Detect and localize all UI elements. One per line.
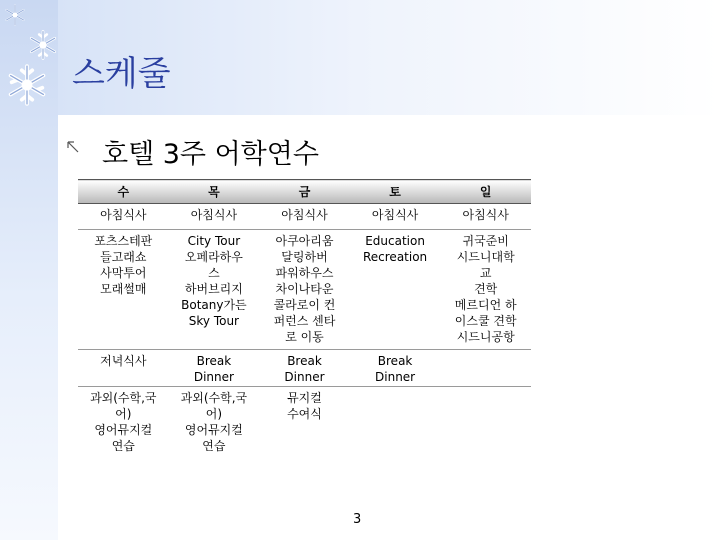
header-day-thu: 목 xyxy=(169,180,260,204)
table-row xyxy=(78,204,531,230)
header-day-sun: 일 xyxy=(440,180,531,204)
table-row xyxy=(78,350,531,387)
table-cell: 귀국준비 시드니대학 교 견학 메르디언 하 이스쿨 견학 시드니공항 xyxy=(440,230,531,350)
snowflake-icon xyxy=(6,64,48,106)
table-cell: 뮤지컬 수여식 xyxy=(287,391,322,421)
table-cell: 포츠스테판 들고래쇼 사막투어 모래썰매 xyxy=(78,230,169,350)
table-cell xyxy=(350,387,441,461)
table-cell: 아침식사 xyxy=(440,204,531,230)
slide-subtitle: 호텔 3주 어학연수 xyxy=(102,139,319,170)
header-day-sat: 토 xyxy=(350,180,441,204)
table-cell: 아침식사 xyxy=(169,204,260,230)
schedule-table xyxy=(78,179,531,460)
table-cell: City Tour 오페라하우 스 하버브리지 Botany가든 Sky Tour xyxy=(169,230,260,350)
table-cell: Break Dinner xyxy=(169,350,260,387)
table-cell xyxy=(440,387,531,461)
table-cell: 저녁식사 xyxy=(78,350,169,387)
table-cell: Education Recreation xyxy=(350,230,441,350)
table-cell xyxy=(440,350,531,387)
header-row xyxy=(78,180,531,204)
diagonal-arrow-bullet-icon xyxy=(66,140,80,154)
table-cell: 과외(수학,국 어) 영어뮤지컬 연습 xyxy=(90,391,157,453)
table-cell: 아침식사 xyxy=(78,204,169,230)
table-cell: Break Dinner xyxy=(350,350,441,387)
snowflake-icon xyxy=(28,30,58,60)
header-day-fri: 금 xyxy=(259,180,350,204)
table-cell: 아침식사 xyxy=(259,204,350,230)
table-cell: 아쿠아리움 달링하버 파워하우스 차이나타운 콜라로이 컨 퍼런스 센타 로 이동 xyxy=(259,230,350,350)
snowflake-icon xyxy=(4,4,26,26)
table-row xyxy=(78,387,531,461)
page-number: 3 xyxy=(353,512,362,527)
header-day-wed: 수 xyxy=(78,180,169,204)
table-row xyxy=(78,230,531,350)
table-cell: Break Dinner xyxy=(259,350,350,387)
table-cell: 아침식사 xyxy=(350,204,441,230)
slide-title: 스케줄 xyxy=(72,54,171,94)
table-cell: 과외(수학,국 어) 영어뮤지컬 연습 xyxy=(180,391,248,453)
